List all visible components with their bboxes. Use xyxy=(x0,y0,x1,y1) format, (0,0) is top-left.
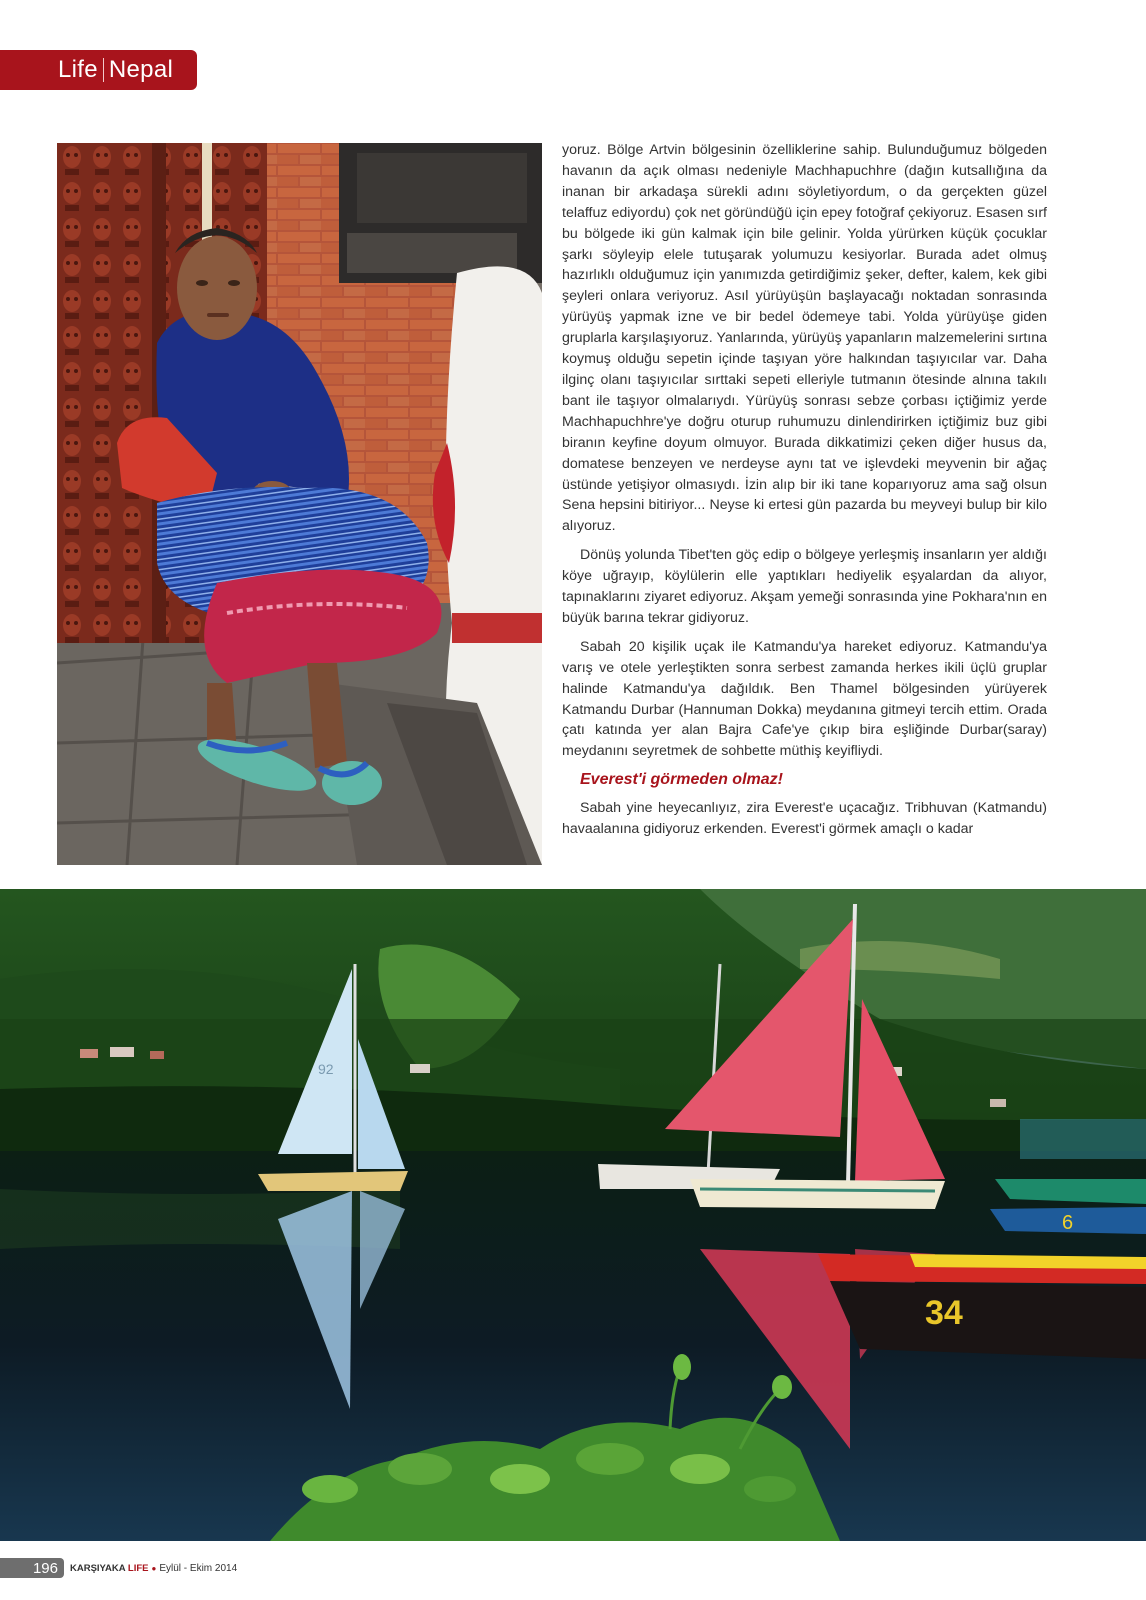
lake-photo xyxy=(0,889,1146,1541)
boat-number-1: 6 xyxy=(1062,1212,1074,1234)
magazine-name-life: LIFE xyxy=(127,1562,149,1574)
article-paragraph: Dönüş yolunda Tibet'ten göç edip o bölgeye yerleşmiş insanların yer aldığı köye uğrayıp, köylülerin elle yaptıkları hediyelik eşyalardan da alıyor, tapınaklarını ziyaret ediyoruz. Akşam yemeği sonrasında yine Pokhara'nın en büyük barına tekrar gidiyoruz. xyxy=(562,547,1047,626)
section-topic: Nepal xyxy=(108,56,174,83)
article-paragraph: Sabah yine heyecanlıyız, zira Everest'e uçacağız. Tribhuvan (Katmandu) havaalanına gidiyoruz erkenden. Everest'i görmek amaçlı o kadar xyxy=(562,800,1047,838)
magazine-name-main: KARŞIYAKA xyxy=(70,1562,126,1574)
article-subheading: Everest'i görmeden olmaz! xyxy=(580,771,783,789)
article-paragraph: yoruz. Bölge Artvin bölgesinin özelliklerine sahip. Bulunduğumuz bölgeden havanın da açık olması nedeniyle Machhapuchhre (dağın kutsallığına da inanan bir arkadaşa sürekli adını söyletiyordum, o da gerçekten güzel telaffuz ediyordu) çok net göründüğü için epey fotoğraf çekiyoruz. Esasen sırf bu bölgede iki gün kalmak için bile gelinir. Yolda yürürken küçük çocuklar şarkı söyleyip elele tutuşarak yolumuzu kesiyorlar. Burada adet olmuş hazırlıklı olduğumuz için yanımızda getirdiğimiz şeker, defter, kalem, kek gibi şeyleri onlara veriyoruz. Asıl yürüyüşün başlayacağı noktadan sonrasında yürüyüş yapmak izne ve bir bedel ödemeye tabi. Yolda yürüyüşe giden gruplarla karşılaşıyoruz. Yanlarında, yürüyüş yapanların malzemelerini sırtına koymuş olduğu sepetin içinde taşıyan yöre halkından taşıyıcılar var. Daha ilginç olanı taşıyıcılar sırttaki sepeti elleriyle tutmanın ötesinde alnına takılı bant ile taşıyor olmalarıydı. Yürüyüş sonrası sebze çorbası içtiğimiz yerde Machhapuchhre'ye doğru oturup ruhumuzu dinlendirirken içtiğimiz buz gibi biranın keyfine doyum olmuyor. Burada dikkatimizi çeken diğer husus da, domatese benzeyen ve nerdeyse aynı tat ve işlevdeki meyvenin bir ağaç üstünde yetişiyor olmasıydı. İzin alıp bir iki tane koparıyoruz ama sağ olsun Sena hepsini bitiriyor... Neyse ki ertesi gün pazarda bu meyveyi bulup bir kilo alıyoruz. xyxy=(562,142,1047,535)
section-separator xyxy=(103,58,104,82)
portrait-photo xyxy=(57,143,542,865)
article-body xyxy=(562,140,1047,848)
section-series: Life xyxy=(58,56,98,83)
boat-number-2: 34 xyxy=(925,1294,963,1332)
page-footer xyxy=(0,1557,400,1579)
issue-date: Eylül - Ekim 2014 xyxy=(159,1562,238,1574)
portrait-illustration xyxy=(57,143,542,865)
sail-number: 92 xyxy=(318,1061,334,1077)
lake-illustration xyxy=(0,889,1146,1541)
footer-bullet: ● xyxy=(151,1563,157,1573)
section-tab xyxy=(0,50,197,90)
page-number: 196 xyxy=(0,1558,64,1578)
magazine-name xyxy=(70,1563,149,1574)
article-paragraph: Sabah 20 kişilik uçak ile Katmandu'ya hareket ediyoruz. Katmandu'ya varış ve otele yerleştikten sonra serbest zamanda herkes ikili üçlü gruplar halinde Katmandu'ya dağıldık. Ben Thamel bölgesinden yürüyerek Katmandu Durbar (Hannuman Dokka) meydanına gitmeyi tercih ettim. Orada çatı katında yer alan Bajra Cafe'ye çıkıp bira eşliğinde Durbar(saray) meydanını seyretmek de sohbette müthiş keyifliydi. xyxy=(562,638,1047,760)
